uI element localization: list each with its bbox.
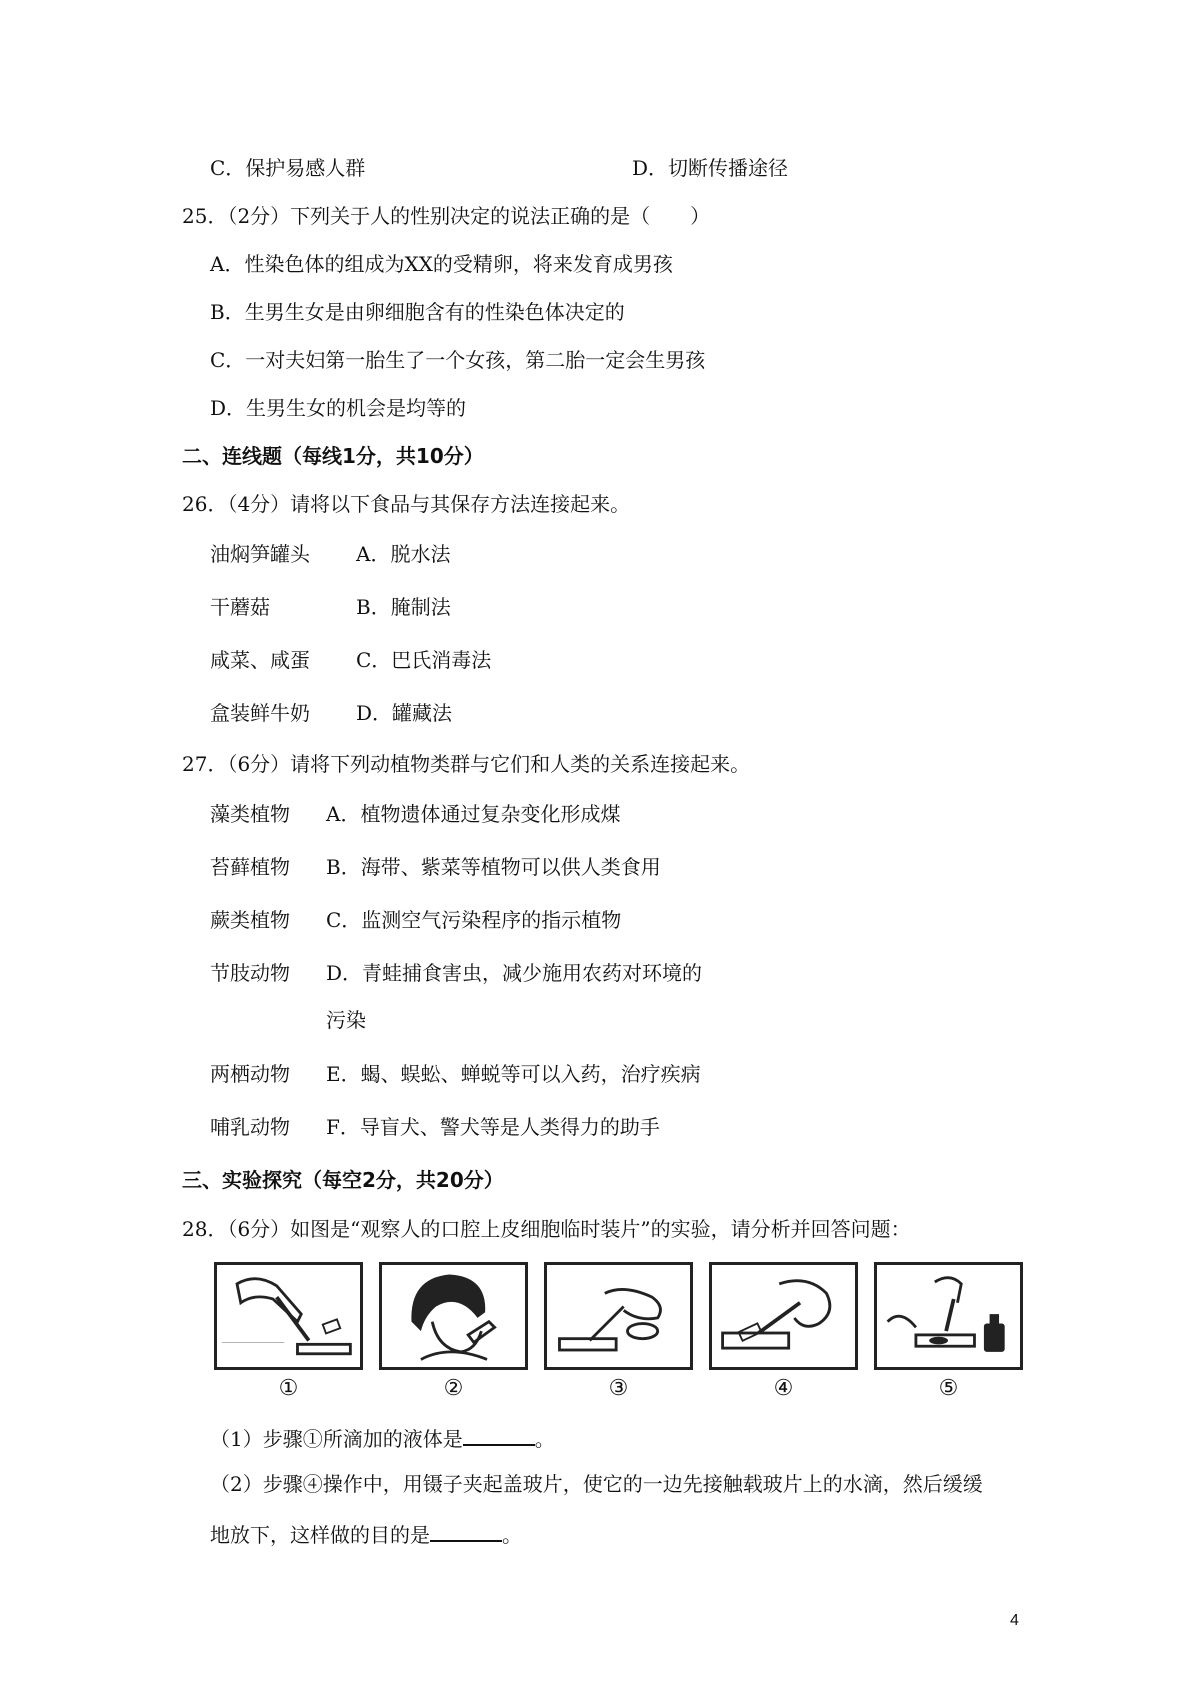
step-4-label: ④ [773, 1376, 794, 1401]
q28-subquestion-2-line-1: （2）步骤④操作中，用镊子夹起盖玻片，使它的一边先接触载玻片上的水滴，然后缓缓 [210, 1472, 983, 1496]
q28-sub2-end: 。 [502, 1523, 522, 1547]
q26-row-4-right: D．罐藏法 [356, 701, 453, 725]
section-2-heading: 二、连线题（每线1分，共10分） [182, 444, 484, 468]
q25-option-a: A．性染色体的组成为XX的受精卵，将来发育成男孩 [210, 252, 673, 276]
q28-sub2-text: 地放下，这样做的目的是 [210, 1523, 430, 1547]
q28-sub2-answer-blank[interactable] [430, 1518, 502, 1542]
step-2-image [379, 1262, 528, 1370]
q27-row-6-right: F．导盲犬、警犬等是人类得力的助手 [326, 1115, 660, 1139]
q27-row-1-right: A．植物遗体通过复杂变化形成煤 [326, 802, 621, 826]
q26-row-1-left: 油焖笋罐头 [210, 542, 310, 566]
step-1-label: ① [278, 1376, 299, 1401]
step-3-image [544, 1262, 693, 1370]
q25-stem: 25．（2分）下列关于人的性别决定的说法正确的是（ ） [182, 204, 711, 228]
q27-row-3-left: 蕨类植物 [210, 908, 290, 932]
q27-stem: 27．（6分）请将下列动植物类群与它们和人类的关系连接起来。 [182, 752, 751, 776]
q26-row-3-left: 咸菜、咸蛋 [210, 648, 310, 672]
q28-stem: 28．（6分）如图是“观察人的口腔上皮细胞临时装片”的实验，请分析并回答问题： [182, 1217, 911, 1241]
q28-subquestion-2-line-2 [210, 1518, 522, 1549]
section-3-heading: 三、实验探究（每空2分，共20分） [182, 1168, 504, 1192]
step-5-image [874, 1262, 1023, 1370]
page-number: 4 [1010, 1612, 1019, 1629]
q28-sub1-answer-blank[interactable] [463, 1422, 535, 1446]
q27-row-4-left: 节肢动物 [210, 961, 290, 985]
q26-stem: 26．（4分）请将以下食品与其保存方法连接起来。 [182, 492, 631, 516]
q27-row-4-right: D．青蛙捕食害虫，减少施用农药对环境的 [326, 961, 703, 985]
q25-option-b: B．生男生女是由卵细胞含有的性染色体决定的 [210, 300, 625, 324]
q25-option-c: C．一对夫妇第一胎生了一个女孩，第二胎一定会生男孩 [210, 348, 706, 372]
q26-row-4-left: 盒装鲜牛奶 [210, 701, 310, 725]
q27-row-3-right: C．监测空气污染程序的指示植物 [326, 908, 622, 932]
step-4-image [709, 1262, 858, 1370]
q28-subquestion-1 [210, 1422, 555, 1453]
q27-row-2-right: B．海带、紫菜等植物可以供人类食用 [326, 855, 661, 879]
q24-option-d: D．切断传播途径 [632, 156, 789, 180]
q26-row-2-left: 干蘑菇 [210, 595, 270, 619]
q26-row-1-right: A．脱水法 [356, 542, 451, 566]
q27-row-4-continuation: 污染 [326, 1008, 366, 1032]
step-5-label: ⑤ [938, 1376, 959, 1401]
q26-row-2-right: B．腌制法 [356, 595, 451, 619]
q27-row-5-right: E．蝎、蜈蚣、蝉蜕等可以入药，治疗疾病 [326, 1062, 701, 1086]
q27-row-1-left: 藻类植物 [210, 802, 290, 826]
step-1-image [214, 1262, 363, 1370]
q26-row-3-right: C．巴氏消毒法 [356, 648, 492, 672]
q25-option-d: D．生男生女的机会是均等的 [210, 396, 467, 420]
experiment-steps-figure [214, 1262, 1022, 1402]
q27-row-5-left: 两栖动物 [210, 1062, 290, 1086]
q28-sub1-end: 。 [534, 1427, 555, 1451]
step-2-label: ② [443, 1376, 464, 1401]
q28-sub1-text: （1）步骤①所滴加的液体是 [210, 1427, 463, 1451]
q27-row-6-left: 哺乳动物 [210, 1115, 290, 1139]
step-3-label: ③ [608, 1376, 629, 1401]
q27-row-2-left: 苔藓植物 [210, 855, 290, 879]
q24-option-c: C．保护易感人群 [210, 156, 366, 180]
